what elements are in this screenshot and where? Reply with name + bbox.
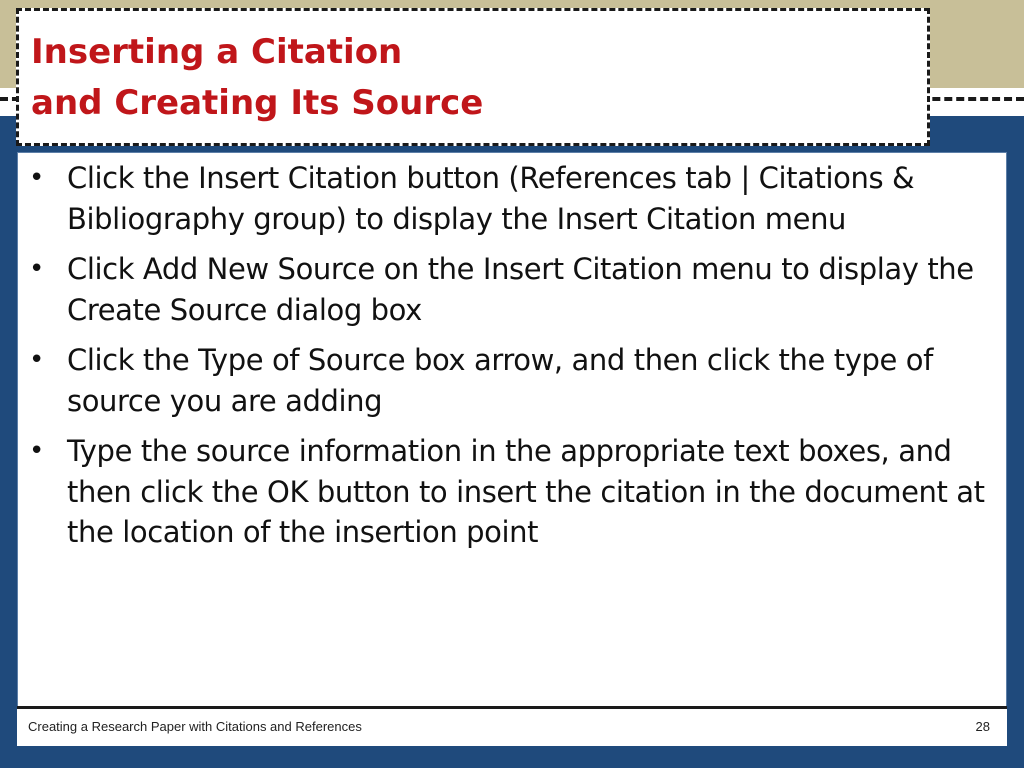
footer-title: Creating a Research Paper with Citations and References: [28, 719, 362, 734]
bullet-item: [29, 158, 994, 239]
slide-title-line-1: Inserting a Citation: [31, 32, 403, 72]
bullet-icon: •: [29, 436, 44, 466]
bullet-text: Click the Insert Citation button (References tab | Citations & Bibliography group) to display the Insert Citation menu: [67, 161, 915, 236]
bullet-icon: •: [29, 163, 44, 193]
bullet-text: Click Add New Source on the Insert Citation menu to display the Create Source dialog box: [67, 252, 974, 327]
bullet-text: Type the source information in the appropriate text boxes, and then click the OK button to insert the citation in the document at the location of the insertion point: [67, 434, 985, 549]
bullet-item: [29, 249, 994, 330]
bullet-icon: •: [29, 254, 44, 284]
bullet-list: [29, 158, 994, 563]
slide-title-line-2: and Creating Its Source: [31, 83, 484, 123]
page-number: 28: [975, 719, 990, 734]
bullet-icon: •: [29, 345, 44, 375]
title-box: [16, 8, 930, 146]
bullet-item: [29, 340, 994, 421]
bullet-text: Click the Type of Source box arrow, and then click the type of source you are adding: [67, 343, 933, 418]
footer-bar: [17, 706, 1007, 746]
bullet-item: [29, 431, 994, 553]
